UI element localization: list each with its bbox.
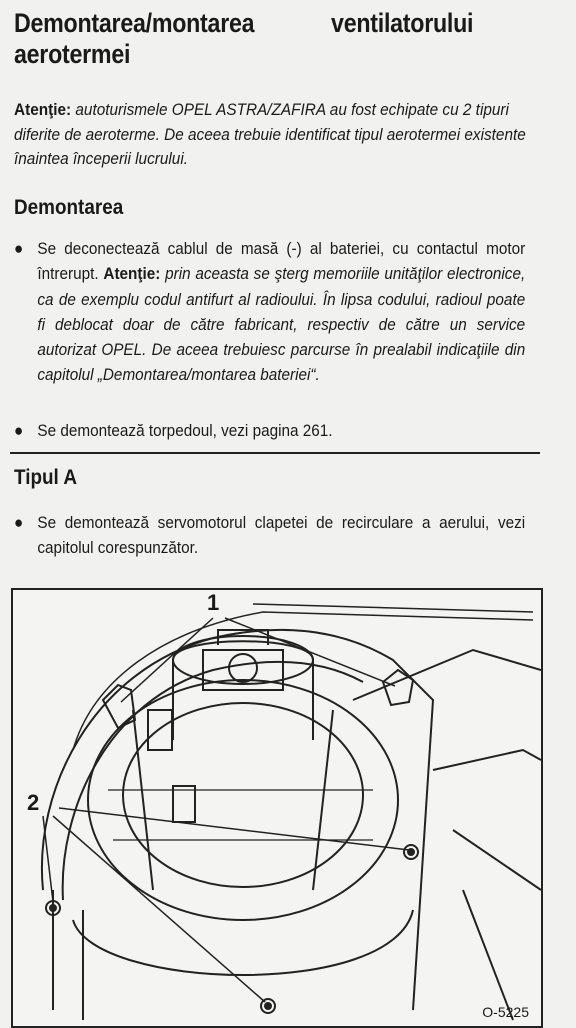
heading-demontarea: Demontarea xyxy=(14,196,124,219)
attention-text: autoturismele OPEL ASTRA/ZAFIRA au fost echipate cu 2 tipuri diferite de aeroterme. De aceea trebuie identificat tipul aerotermei existente înaintea începerii lucrului. xyxy=(14,101,526,168)
bullet-dot-icon: ● xyxy=(14,513,24,532)
attention-note xyxy=(14,98,535,172)
heading-tipul-a: Tipul A xyxy=(14,466,77,489)
title-line1-b: ventilatorului xyxy=(331,8,474,38)
bullet1-attention-label: Atenţie: xyxy=(103,264,161,284)
title-line1-a: Demontarea/montarea xyxy=(14,8,255,38)
bullet1-text-a: Se deconectează cablul de masă (-) al bateriei, cu contactul motor întrerupt. xyxy=(37,239,526,284)
bullet-remove-glovebox xyxy=(14,418,525,443)
blower-fan-drawing xyxy=(13,590,541,1026)
bullet-remove-servomotor xyxy=(14,510,525,561)
page-title xyxy=(14,8,547,70)
blower-fan-illustration xyxy=(11,588,543,1028)
bullet-disconnect-battery xyxy=(14,236,525,388)
bullet-dot-icon: ● xyxy=(14,239,24,258)
bullet1-text-b: prin aceasta se şterg memoriile unităţilor electronice, ca de exemplu codul antifurt al radioului. În lipsa codului, radioul poate fi deblocat doar de către fabricant, respectiv de către un service autorizat OPEL. De aceea trebuiesc parcurse în prealabil indicaţiile din capitolul „Demontarea/montarea bateriei“. xyxy=(37,264,526,385)
section-divider xyxy=(10,452,540,454)
figure-id: O-5225 xyxy=(482,1004,529,1020)
title-line2: aerotermei xyxy=(14,39,131,69)
callout-1-label: 1 xyxy=(207,590,220,615)
attention-label: Atenţie: xyxy=(14,101,72,119)
tip-a-bullet-text: Se demontează servomotorul clapetei de recirculare a aerului, vezi capitolul corespunzător. xyxy=(37,513,526,558)
callout-2-label: 2 xyxy=(27,790,40,815)
bullet2-text: Se demontează torpedoul, vezi pagina 261. xyxy=(37,421,333,440)
bullet-dot-icon: ● xyxy=(14,421,24,440)
